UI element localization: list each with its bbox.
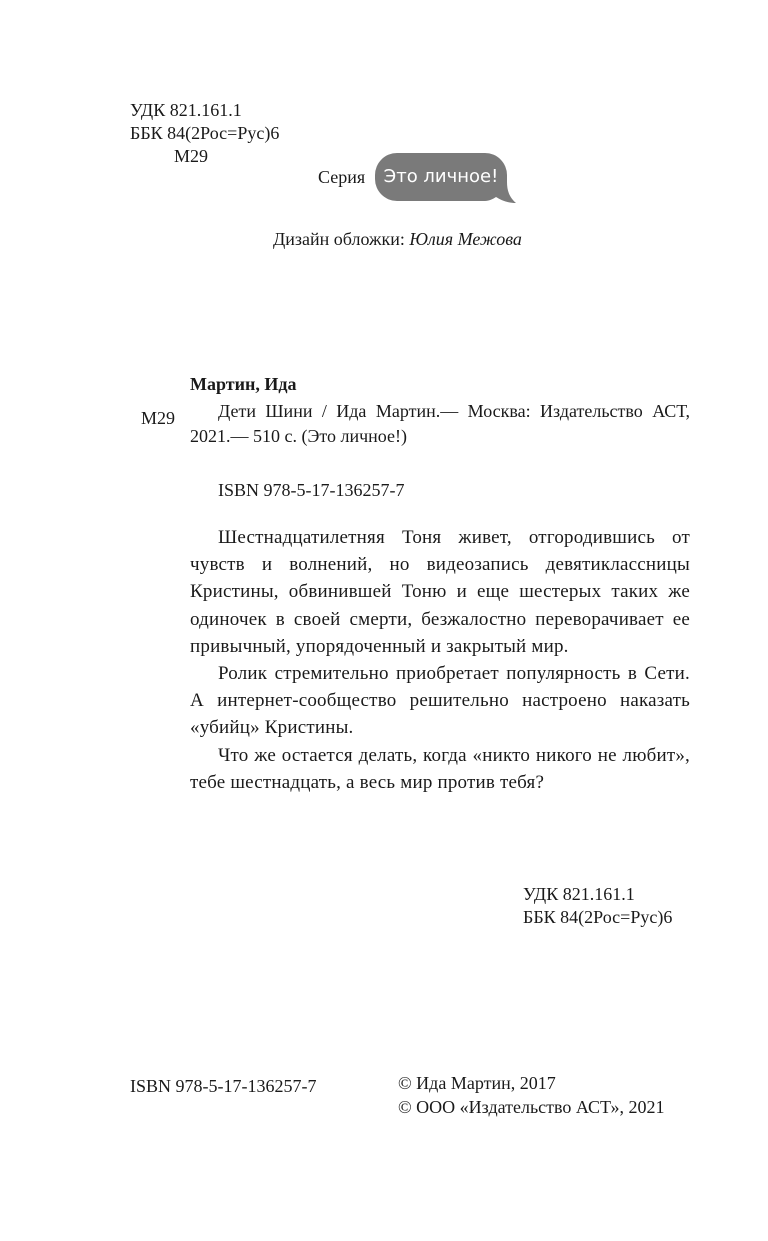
author-mark: М29 (174, 146, 209, 166)
classification-block-top (130, 99, 279, 168)
bbk-code-bottom: ББК 84(2Рос=Рус)6 (523, 907, 673, 927)
bibliographic-description (190, 399, 690, 449)
annotation-paragraph: Что же остается делать, когда «никто никого не любит», тебе шестнадцать, а весь мир против тебя? (190, 744, 690, 793)
series-label: Серия (318, 167, 366, 187)
isbn-footer: ISBN 978-5-17-136257-7 (130, 1076, 317, 1096)
biblio-line-title: Дети Шини / Ида Мартин.— Москва: Издательство АСТ, (218, 401, 690, 421)
annotation-paragraph: Шестнадцатилетняя Тоня живет, отгородившись от чувств и волнений, но видеозапись девятиклассницы Кристины, обвинившей Тоню и еще шестерых таких же одиночек в своей смерти, безжалостно переворачивает ее привычный, упорядоченный и закрытый мир. (190, 527, 690, 657)
annotation (190, 524, 690, 796)
classification-block-bottom (523, 883, 672, 929)
copyright-author: © Ида Мартин, 2017 (398, 1073, 556, 1093)
annotation-paragraph: Ролик стремительно приобретает популярность в Сети. А интернет-сообщество решительно настроено наказать «убийц» Кристины. (190, 663, 690, 739)
isbn-record: ISBN 978-5-17-136257-7 (218, 480, 405, 500)
series-name: Это личное! (383, 166, 499, 187)
author-mark-side: М29 (141, 408, 176, 428)
cover-design-label: Дизайн обложки: (273, 229, 405, 249)
udk-code: УДК 821.161.1 (130, 100, 242, 120)
author-heading: Мартин, Ида (190, 374, 297, 394)
cover-designer-name: Юлия Межова (409, 229, 522, 249)
biblio-line-publication: 2021.— 510 с. (Это личное!) (190, 426, 407, 446)
copyright-block (398, 1071, 665, 1119)
copyright-publisher: © ООО «Издательство АСТ», 2021 (398, 1097, 665, 1117)
bbk-code: ББК 84(2Рос=Рус)6 (130, 123, 280, 143)
udk-code-bottom: УДК 821.161.1 (523, 884, 635, 904)
series-bubble (375, 152, 515, 203)
cover-design-credit (273, 229, 522, 250)
